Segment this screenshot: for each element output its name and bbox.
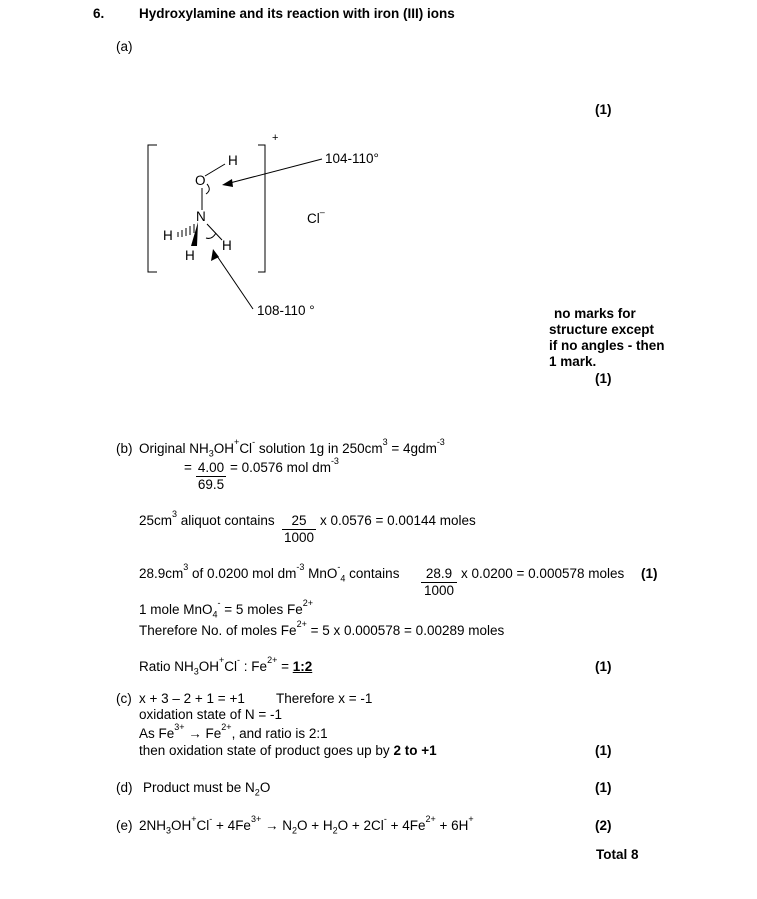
- part-c-label: (c): [116, 691, 132, 706]
- part-a-mark: (1): [595, 102, 612, 117]
- atom-n: N: [196, 209, 206, 224]
- fraction-2: $\frac{25}{1000}$: [283, 513, 315, 545]
- part-d-label: (d): [116, 780, 133, 795]
- question-number: 6.: [93, 6, 105, 21]
- question-title: Hydroxylamine and its reaction with iron (III) ions: [139, 6, 455, 21]
- part-e-mark: (2): [595, 818, 612, 833]
- part-c-line-1b: Therefore x = -1: [276, 691, 373, 706]
- note-line-4: 1 mark.: [549, 354, 597, 369]
- ratio-mark: (1): [595, 659, 612, 674]
- part-e-label: (e): [116, 818, 133, 833]
- fraction-3: $\frac{28.9}{1000}$: [421, 566, 457, 599]
- part-c-line-4: then oxidation state of product goes up by 2 to +1: [139, 743, 437, 758]
- part-b-label: (b): [116, 441, 133, 456]
- part-b-line-1: Original $NH_3OH^+Cl^-$ solution 1g in $250cm^3 = 4gdm^{-3}$: [139, 436, 445, 459]
- ratio-line: Ratio $NH_3OH^+Cl^-$ : $Fe^{2+}$ = 1:2: [139, 654, 313, 677]
- fraction-1: $\frac{4.00}{69.5}$: [197, 460, 225, 492]
- part-d-mark: (1): [595, 780, 612, 795]
- part-d-text: Product must be $N_2O$: [143, 780, 271, 798]
- mole-ratio-line: 1 mole MnO$_4$- = 5 moles $Fe^{2+}$: [139, 597, 313, 620]
- part-b-eq-sign: =: [184, 460, 192, 475]
- atom-h-bottom: H: [185, 248, 195, 263]
- part-c-line-3: As $Fe^{3+} \to Fe^{2+}$, and ratio is 2:1: [139, 721, 328, 741]
- note-line-1: no marks for: [554, 306, 636, 321]
- total-marks: Total 8: [596, 847, 639, 862]
- angle-label-top: 104-110°: [325, 151, 379, 166]
- atom-o: O: [195, 173, 206, 188]
- therefore-line: Therefore No. of moles $Fe^{2+} = 5$ x 0.000578 = 0.00289 moles: [139, 618, 505, 638]
- counter-ion: Cl–: [307, 206, 325, 226]
- part-c-line-1: x + 3 – 2 + 1 = +1: [139, 691, 245, 706]
- note-line-3: if no angles - then: [549, 338, 665, 353]
- note-line-2: structure except: [549, 322, 655, 337]
- titre-text: $28.9cm^3$ of 0.0200 mol $dm^{-3}$ MnO-$_4$ contains: [139, 561, 400, 584]
- part-c-mark: (1): [595, 743, 612, 758]
- part-c-line-2: oxidation state of N = -1: [139, 707, 282, 722]
- angle-label-bottom: 108-110 °: [257, 303, 315, 318]
- atom-h-top: H: [228, 153, 238, 168]
- note-mark: (1): [595, 371, 612, 386]
- part-b-line-2: = 0.0576 mol $dm^{-3}$: [230, 455, 339, 475]
- part-a-label: (a): [116, 39, 133, 54]
- aliquot-result: x 0.0576 = 0.00144 moles: [320, 513, 476, 528]
- titre-mark: (1): [641, 566, 658, 581]
- titre-result: x 0.0200 = 0.000578 moles: [461, 566, 625, 581]
- charge-plus: +: [272, 132, 279, 144]
- atom-h-right: H: [222, 238, 232, 253]
- aliquot-text: $25cm^3$ aliquot contains: [139, 508, 275, 528]
- part-e-equation: $2NH_3OH^+Cl^- + 4Fe^{3+} \to N_2O + H_2O + 2Cl^- + 4Fe^{2+} + 6H^+$: [139, 813, 474, 836]
- atom-h-left: H: [163, 228, 173, 243]
